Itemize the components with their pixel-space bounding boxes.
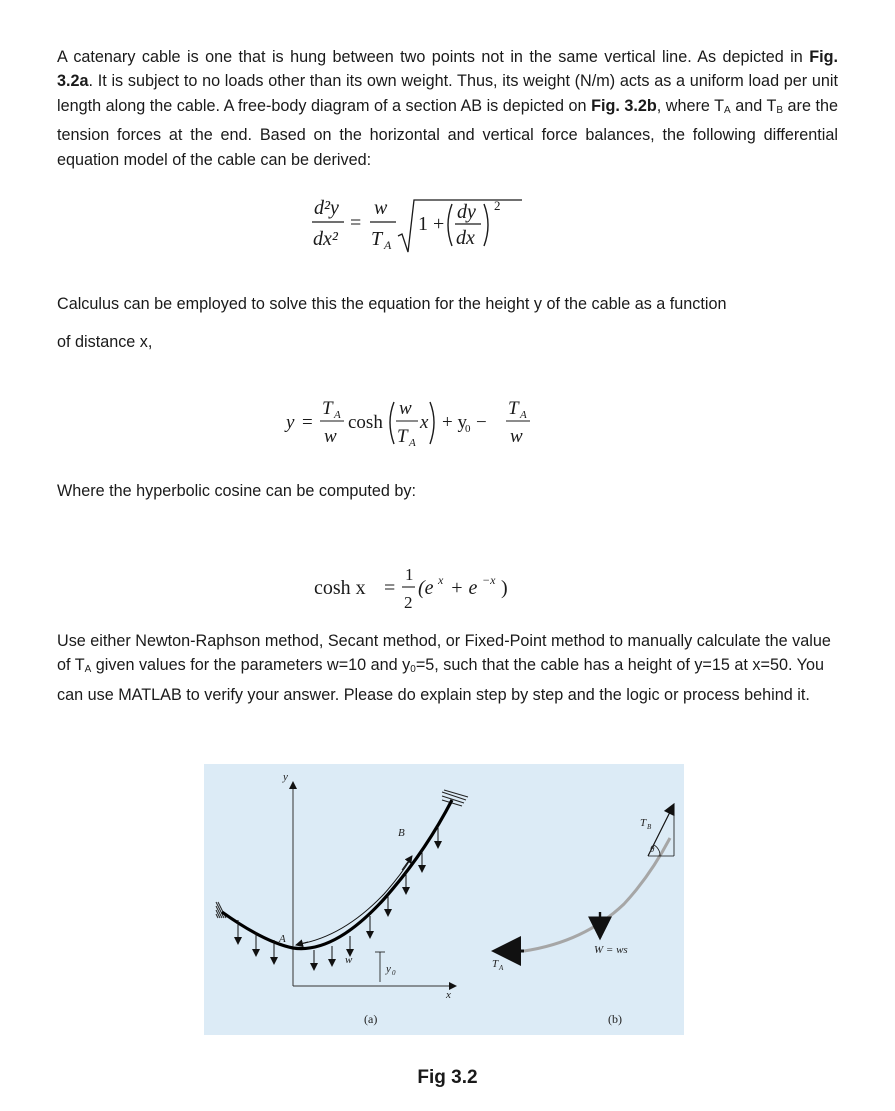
sol-w-den: w [324, 426, 337, 447]
task-text-2: given values for the parameters w=10 and y [91, 656, 411, 675]
ode-equals: = [350, 212, 362, 234]
subscript-b: B [776, 104, 784, 116]
ode-dy: dy [457, 201, 476, 223]
panel-b-label: (b) [608, 1012, 622, 1026]
ode-ta: T [371, 228, 383, 250]
intro-paragraph [57, 45, 838, 172]
ode-one-plus: 1 + [418, 213, 445, 235]
ode-square: 2 [494, 198, 501, 213]
tb-label: T [640, 817, 647, 829]
sol-plus-y: + y [442, 412, 467, 433]
solution-equation [284, 392, 544, 457]
sol-ta-inner-sub: A [409, 437, 416, 449]
sol-cosh: cosh [348, 412, 383, 433]
subscript-a: A [724, 104, 731, 116]
sol-x: x [420, 412, 429, 433]
cosh-close: ) [501, 577, 508, 599]
task-text-1: Use either Newton-Raphson method, Secant method, or Fixed-Point method to manually calculate the value of T [57, 632, 831, 675]
cosh-plus-e: + e [450, 577, 478, 599]
theta-label: θ [650, 844, 655, 854]
cosh-e: (e [418, 577, 434, 599]
sol-ta-num-sub: A [334, 409, 341, 421]
sol-ta-last-sub: A [520, 409, 527, 421]
tb-label-sub: B [647, 823, 652, 831]
ta-label: T [492, 958, 499, 970]
ode-dx: dx [456, 227, 475, 249]
cosh-equals: = [384, 577, 396, 599]
cosh-x-sup: x [438, 573, 444, 587]
hyperbolic-text: Where the hyperbolic cosine can be computed by: [57, 482, 417, 500]
y-axis-label: y [283, 771, 288, 783]
x-axis-label: x [446, 989, 451, 1001]
sol-minus: − [476, 412, 487, 433]
weight-label: W = ws [594, 944, 628, 956]
y0-label-sub: 0 [392, 969, 396, 977]
load-arrows-a [238, 826, 438, 970]
sol-y: y [286, 412, 295, 433]
task-text-3: =5, such that the cable has a height of y=15 at x=50. You can use MATLAB to verify your answer. Please do explain step by step and the logic or process behind it. [57, 656, 824, 704]
sol-ta-inner: T [397, 426, 408, 447]
cosh-half-num: 1 [405, 565, 414, 584]
task-sub-0: 0 [410, 664, 416, 676]
calculus-line-2: of distance x, [57, 333, 153, 351]
catenary-figure [204, 764, 684, 1035]
task-sub-a: A [84, 664, 92, 676]
point-b-label: B [398, 827, 405, 839]
cosh-definition-equation [312, 560, 522, 621]
right-support [442, 790, 468, 806]
ode-d2y: d²y [314, 197, 339, 219]
intro-text-4: and T [730, 96, 777, 115]
load-w-label: w [345, 954, 353, 966]
section-ab-arrow [300, 860, 410, 944]
sol-ta-last: T [508, 398, 519, 419]
sol-equals: = [302, 412, 313, 433]
ode-dx2: dx² [313, 228, 338, 250]
sol-w-last: w [510, 426, 523, 447]
cosh-half-den: 2 [404, 593, 413, 612]
ode-w: w [374, 197, 388, 219]
intro-text-3: , where T [656, 96, 725, 115]
sol-ta-num: T [322, 398, 333, 419]
fig-b-reference: Fig. 3.2b [591, 96, 657, 115]
cosh-lhs: cosh x [314, 577, 366, 599]
y0-label: y [386, 963, 391, 975]
cable-a [222, 800, 452, 949]
figure-caption: Fig 3.2 [417, 1067, 478, 1088]
calculus-line-1: Calculus can be employed to solve this the equation for the height y of the cable as a function [57, 295, 727, 313]
panel-a-label: (a) [364, 1012, 378, 1026]
intro-text-2: . It is subject to no loads other than its own weight. Thus, its weight (N/m) acts as a uniform load per unit length along the cable. A free-body diagram of a section AB is depicted on [57, 72, 838, 115]
intro-text-5: are the tension forces at the end. Based on the horizontal and vertical force balances, the following differential equation model of the cable can be derived: [57, 96, 838, 169]
ode-equation [300, 192, 530, 267]
sol-w-inner: w [399, 398, 412, 419]
fig-a-reference: Fig. 3.2a [57, 48, 838, 91]
task-paragraph [57, 629, 847, 707]
sol-y0-sub: 0 [465, 423, 471, 435]
intro-text-1: A catenary cable is one that is hung between two points not in the same vertical line. As depicted in [57, 48, 803, 66]
ta-label-sub: A [499, 964, 504, 972]
point-a-label: A [279, 933, 286, 945]
cosh-negx-sup: −x [482, 573, 496, 587]
ode-ta-sub: A [384, 238, 392, 252]
